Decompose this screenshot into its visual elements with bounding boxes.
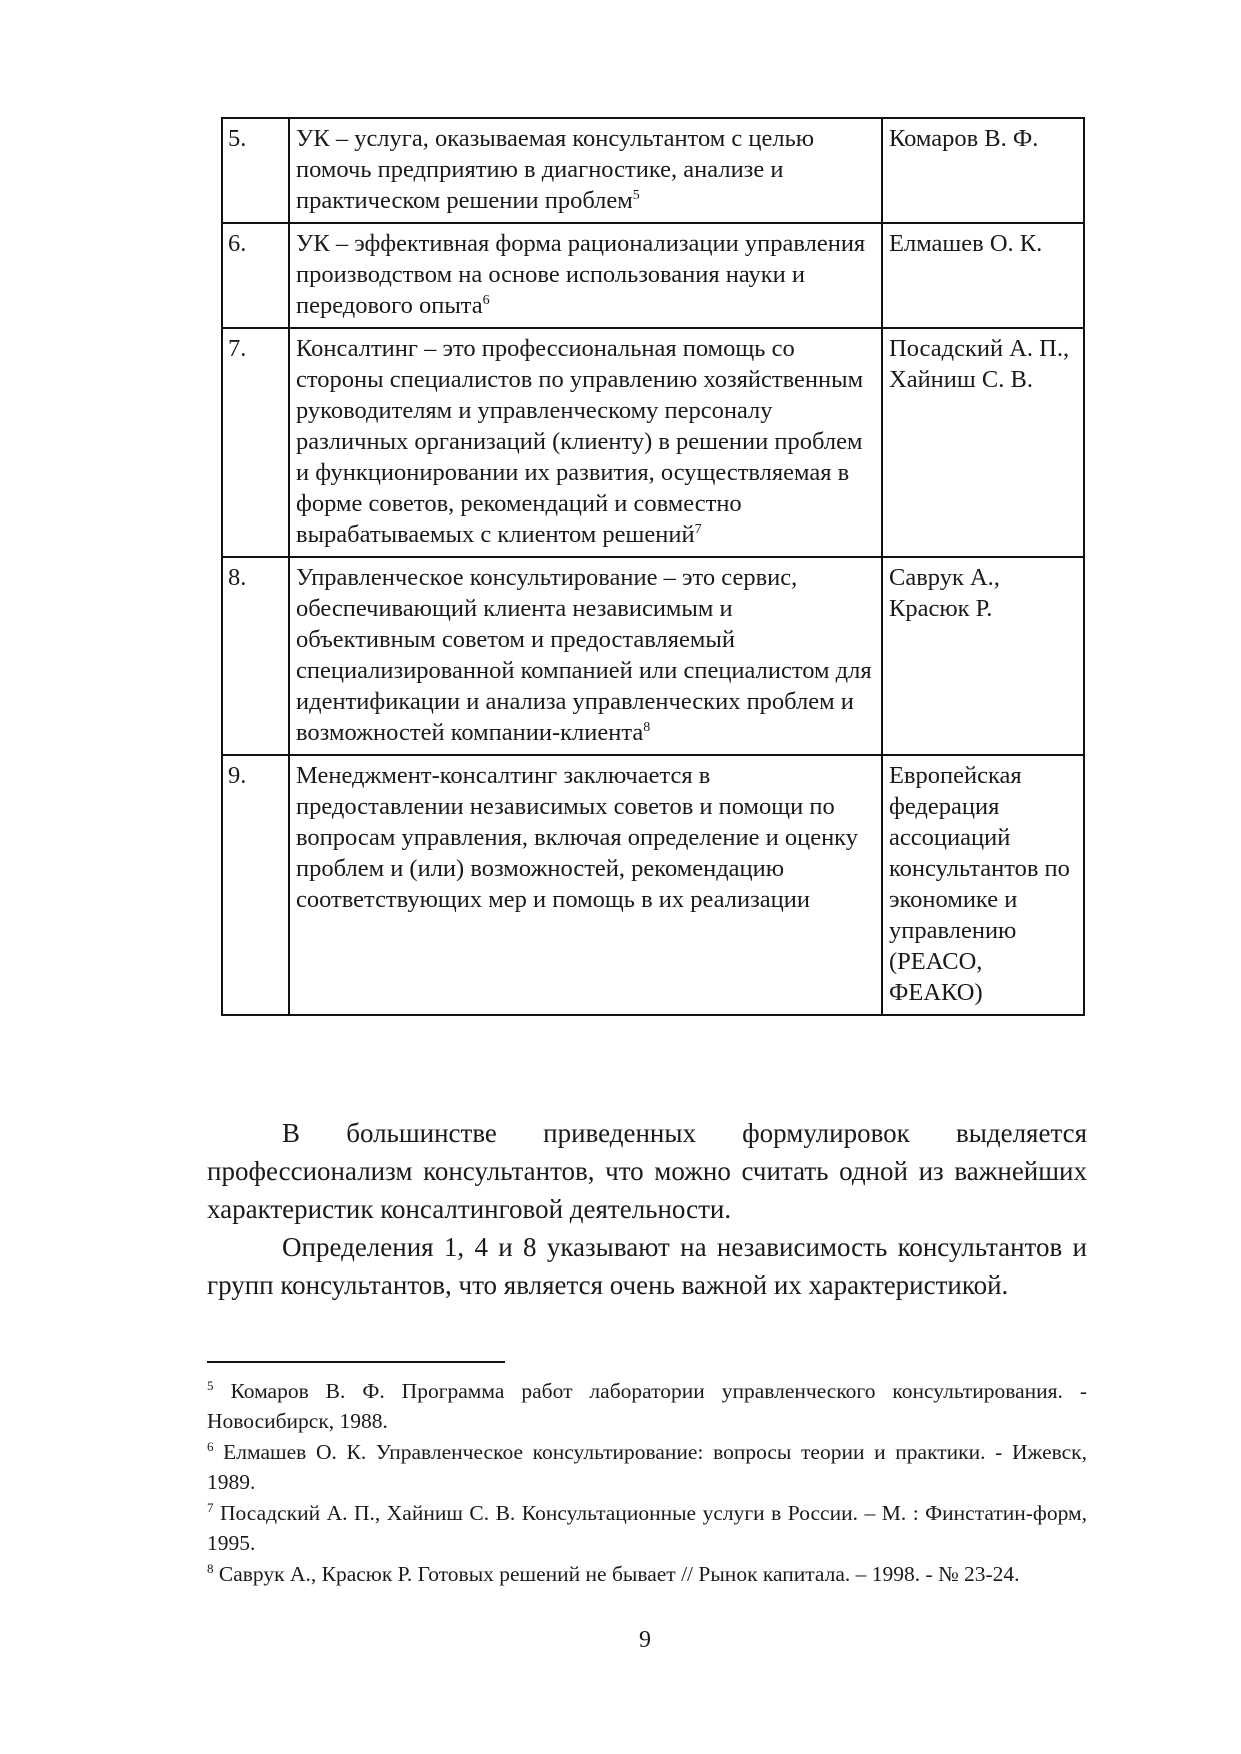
definition-text: УК – услуга, оказываемая консультантом с целью помочь предприятию в диагностике, анализе и практическом решении проблем <box>296 125 815 214</box>
footnote-mark: 5 <box>207 1377 214 1393</box>
footnotes <box>207 1376 1087 1590</box>
footnote <box>207 1376 1087 1436</box>
footnote-ref[interactable]: 7 <box>694 521 702 537</box>
definition-cell <box>289 118 882 223</box>
footnote-text: Саврук А., Красюк Р. Готовых решений не бывает // Рынок капитала. – 1998. - № 23-24. <box>218 1562 1020 1586</box>
table-row <box>222 328 1084 557</box>
author-cell: Саврук А., Красюк Р. <box>882 557 1084 755</box>
definition-text: УК – эффективная форма рационализации управления производством на основе использования науки и передового опыта <box>296 230 866 319</box>
footnote-separator <box>207 1361 505 1363</box>
row-number: 7. <box>222 328 289 557</box>
table-row <box>222 223 1084 328</box>
author-cell: Елмашев О. К. <box>882 223 1084 328</box>
row-number: 8. <box>222 557 289 755</box>
footnote-ref[interactable]: 6 <box>482 292 490 308</box>
footnote-ref[interactable]: 5 <box>632 187 640 203</box>
footnote-mark: 6 <box>207 1438 214 1454</box>
footnote <box>207 1559 1087 1589</box>
table-row <box>222 118 1084 223</box>
footnote-mark: 8 <box>207 1560 214 1576</box>
footnote-text: Елмашев О. К. Управленческое консультирование: вопросы теории и практики. - Ижевск, 1989. <box>207 1440 1088 1494</box>
table-row <box>222 557 1084 755</box>
footnote-ref[interactable]: 8 <box>643 719 651 735</box>
row-number: 6. <box>222 223 289 328</box>
paragraph-text: Определения 1, 4 и 8 указывают на независимость консультантов и групп консультантов, что является очень важной их характеристикой. <box>207 1232 1087 1300</box>
page-number: 9 <box>639 1627 651 1653</box>
footnote-mark: 7 <box>207 1499 214 1515</box>
footnote-text: Посадский А. П., Хайниш С. В. Консультационные услуги в России. – М. : Финстатин-форм, 1995. <box>207 1501 1087 1555</box>
author-cell: Посадский А. П., Хайниш С. В. <box>882 328 1084 557</box>
definitions-table <box>221 117 1085 1016</box>
row-number: 9. <box>222 755 289 1015</box>
definition-cell <box>289 557 882 755</box>
row-number: 5. <box>222 118 289 223</box>
footnote-text: Комаров В. Ф. Программа работ лаборатории управленческого консультирования. - Новосибирск, 1988. <box>207 1379 1088 1433</box>
definition-cell <box>289 755 882 1015</box>
definition-text: Управленческое консультирование – это сервис, обеспечивающий клиента независимым и объективным советом и предоставляемый специализированной компанией или специалистом для идентификации и анализа управленческих проблем и возможностей компании-клиента <box>296 564 872 746</box>
body-paragraph <box>207 1228 1087 1304</box>
author-cell: Европейская федерация ассоциаций консультантов по экономике и управлению (РЕАСО, ФЕАКО) <box>882 755 1084 1015</box>
definition-cell <box>289 328 882 557</box>
definition-cell <box>289 223 882 328</box>
definition-text: Консалтинг – это профессиональная помощь со стороны специалистов по управлению хозяйственным руководителям и управленческому персоналу различных организаций (клиенту) в решении проблем и функционировании их развития, осуществляемая в форме советов, рекомендаций и совместно вырабатываемых с клиентом решений <box>296 335 864 548</box>
author-cell: Комаров В. Ф. <box>882 118 1084 223</box>
definition-text: Менеджмент-консалтинг заключается в предоставлении независимых советов и помощи по вопросам управления, включая определение и оценку проблем и (или) возможностей, рекомендацию соответствующих мер и помощь в их реализации <box>296 762 858 913</box>
body-paragraph <box>207 1114 1087 1228</box>
paragraph-text: В большинстве приведенных формулировок выделяется профессионализм консультантов, что можно считать одной из важнейших характеристик консалтинговой деятельности. <box>207 1118 1087 1224</box>
table-row <box>222 755 1084 1015</box>
footnote <box>207 1437 1087 1497</box>
footnote <box>207 1498 1087 1558</box>
